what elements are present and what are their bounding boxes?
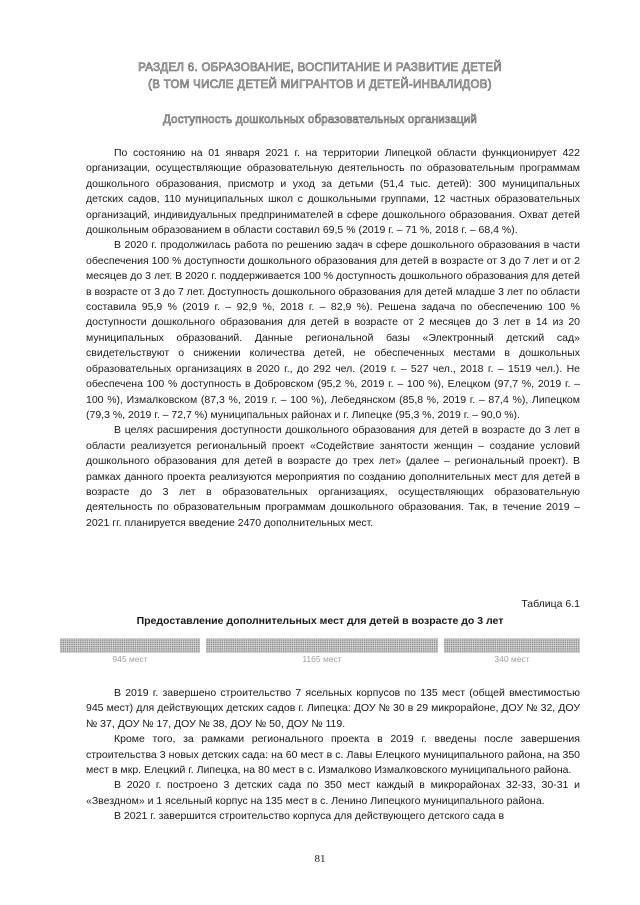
bar-segment <box>444 638 580 653</box>
bar-label: 945 мест <box>112 654 148 664</box>
table-label: Таблица 6.1 <box>521 598 580 610</box>
table-title: Предоставление дополнительных мест для детей в возрасте до 3 лет <box>136 615 504 627</box>
bar-segment <box>206 638 438 653</box>
section-title-line1: РАЗДЕЛ 6. ОБРАЗОВАНИЕ, ВОСПИТАНИЕ И РАЗВИТИЕ ДЕТЕЙ <box>138 62 502 74</box>
bar-label: 340 мест <box>494 654 530 664</box>
paragraph: Кроме того, за рамками регионального проекта в 2019 г. введены после завершения строительства 3 новых детских сада: на 60 мест в с. Лавы Елецкого муниципального района, на 350 мест в мкр. Елецкий г. Липецка, на 80 мест в с. Измалково Измалковского муниципального района. <box>86 733 580 777</box>
subsection-title: Доступность дошкольных образовательных организаций <box>162 114 477 126</box>
paragraph: В 2019 г. завершено строительство 7 ясельных корпусов по 135 мест (общей вместимостью 945 мест) для действующих детских садов г. Липецка: ДОУ № 30 в 29 микрорайоне, ДОУ № 32, ДОУ № 37, ДОУ № 17, ДОУ № 38, ДОУ № 50, ДОУ № 119. <box>86 687 580 730</box>
section-title-line2: (В ТОМ ЧИСЛЕ ДЕТЕЙ МИГРАНТОВ И ДЕТЕЙ-ИНВАЛИДОВ) <box>148 79 492 91</box>
bar-segment <box>60 638 200 653</box>
page-number: 81 <box>314 853 326 865</box>
paragraph: В 2020 г. продолжилась работа по решению задач в сфере дошкольного образования в части обеспечения 100 % доступности дошкольного образования для детей в возрасте от 3 до 7 лет и от 2 месяцев до 3 лет. В 2020 г. поддерживается 100 % доступность дошкольного образования для детей в возрасте от 3 до 7 лет. Доступность дошкольного образования для детей младше 3 лет по области составила 95,9 % (2019 г. – 92,9 %, 2018 г. – 82,9 %). Решена задача по обеспечению 100 % доступности дошкольного образования для детей в возрасте от 2 месяцев до 3 лет в 14 из 20 муниципальных образований. Данные региональной базы «Электронный детский сад» свидетельствуют о снижении количества детей, не обеспеченных местами в дошкольных образовательных организациях в 2020 г., до 292 чел. (2019 г. – 527 чел., 2018 г. – 1519 чел.). Не обеспечена 100 % доступность в Добровском (95,2 %, 2019 г. – 100 %), Елецком (97,7 %, 2019 г. – 100 %), Измалковском (87,3 %, 2019 г. – 100 %), Лебедянском (85,8 %, 2019 г. – 87,4 %), Липецком (79,3 %, 2019 г. – 72,7 %) муниципальных районах и г. Липецке (95,3 %, 2019 г. – 90,0 %). <box>86 239 580 421</box>
places-bar-chart <box>60 634 580 662</box>
paragraph: По состоянию на 01 января 2021 г. на территории Липецкой области функционирует 422 организации, осуществляющие образовательную деятельность по образовательным программам дошкольного образования, присмотр и уход за детьми (51,4 тыс. детей): 300 муниципальных детских садов, 110 муниципальных школ с дошкольными группами, 12 частных образовательных организаций, индивидуальных предпринимателей в сфере дошкольного образования. Охват детей дошкольным образованием в области составил 69,5 % (2019 г. – 71 %, 2018 г. – 68,4 %). <box>86 147 580 237</box>
bar-label: 1165 мест <box>302 654 342 664</box>
body-text-continued <box>86 686 580 825</box>
section-title <box>40 60 600 94</box>
body-text <box>86 146 580 531</box>
paragraph: В 2021 г. завершится строительство корпуса для действующего детского сада в <box>114 810 505 823</box>
paragraph: В 2020 г. построено 3 детских сада по 350 мест каждый в микрорайонах 32-33, 30-31 и «Звездном» и 1 ясельный корпус на 135 мест в с. Ленино Липецкого муниципального района. <box>86 779 580 807</box>
paragraph: В целях расширения доступности дошкольного образования для детей в возрасте до 3 лет в области реализуется региональный проект «Содействие занятости женщин – создание условий дошкольного образования для детей в возрасте до трех лет» (далее – региональный проект). В рамках данного проекта реализуются мероприятия по созданию дополнительных мест для детей в возрасте до 3 лет в образовательных организациях, осуществляющих образовательную деятельность по образовательным программам дошкольного образования. Так, в течение 2019 – 2021 гг. планируется введение 2470 дополнительных мест. <box>86 424 580 529</box>
